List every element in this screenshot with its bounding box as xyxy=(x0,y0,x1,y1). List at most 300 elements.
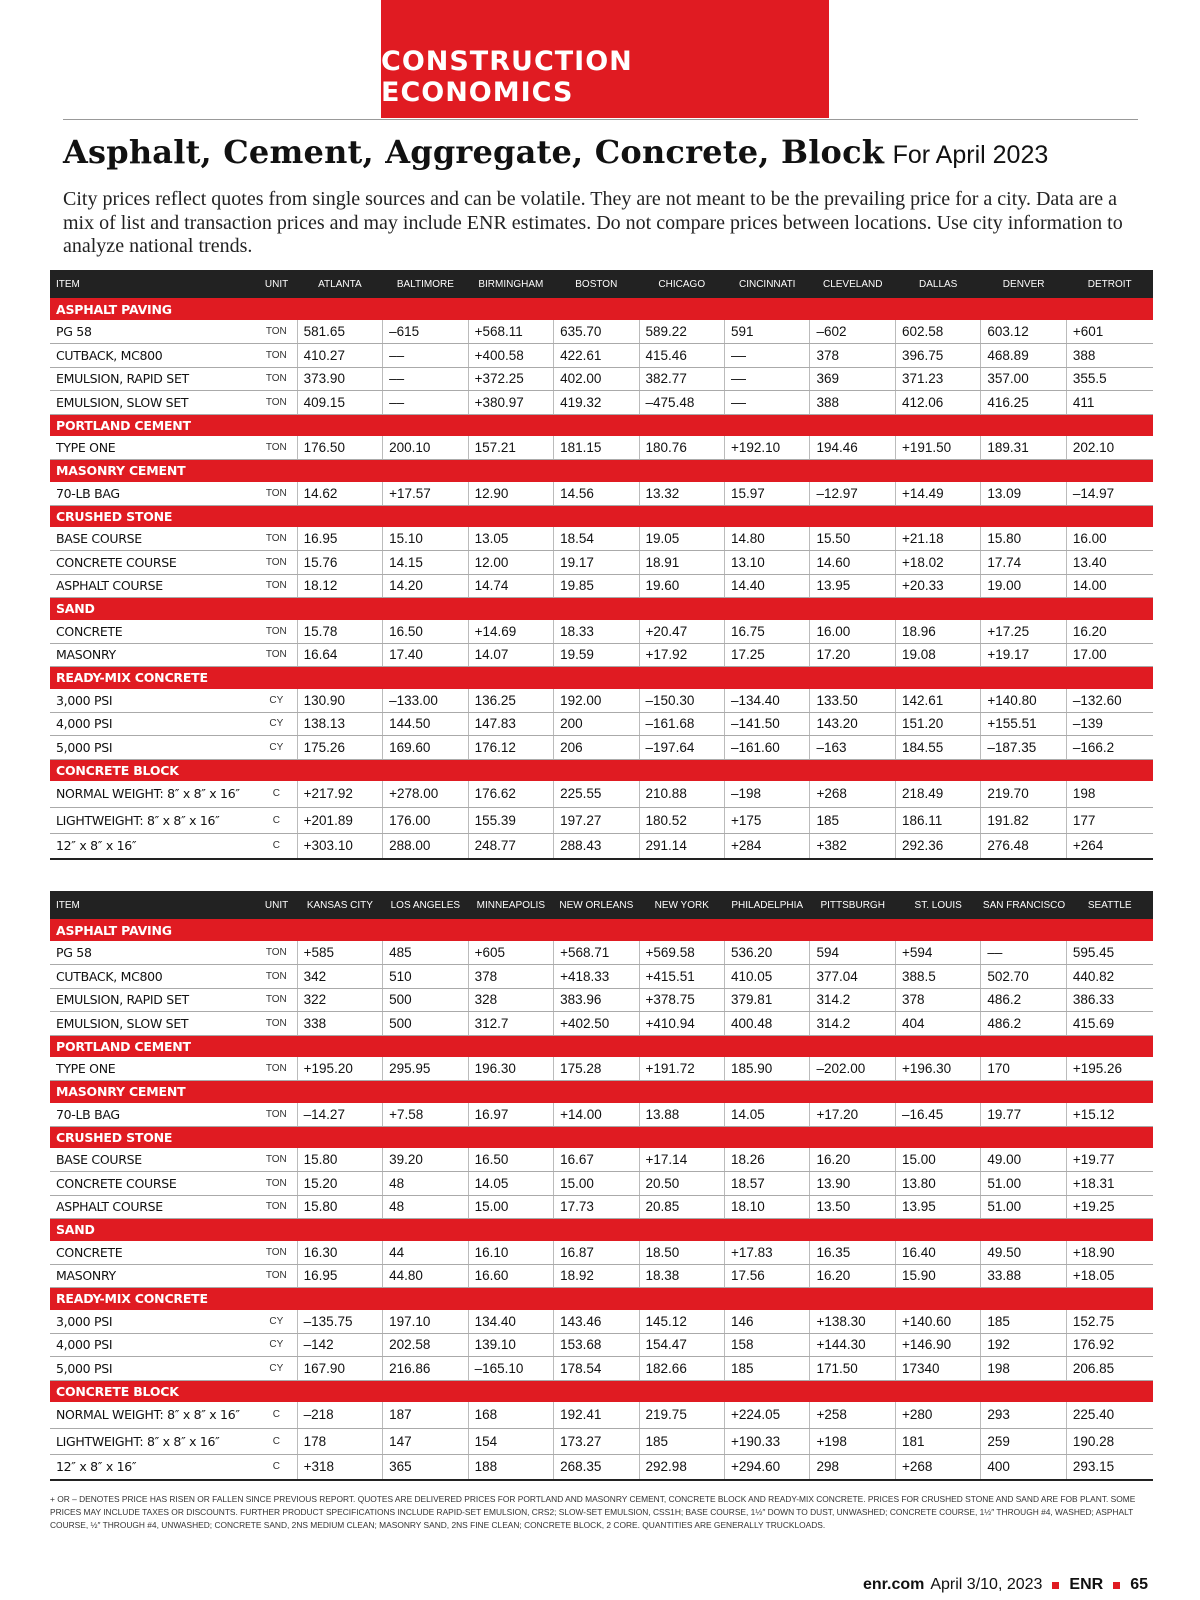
section-title: ASPHALT PAVING xyxy=(50,298,1153,320)
price-cell: +17.57 xyxy=(383,482,468,506)
price-cell: –12.97 xyxy=(810,482,895,506)
price-cell: +294.60 xyxy=(725,1454,810,1480)
price-cell: 377.04 xyxy=(810,965,895,989)
price-cell: +568.11 xyxy=(468,320,553,344)
price-cell: 155.39 xyxy=(468,807,553,833)
section-header-row xyxy=(50,505,1153,527)
price-cell: –133.00 xyxy=(383,689,468,713)
price-cell: –602 xyxy=(810,320,895,344)
price-cell: 292.36 xyxy=(895,833,980,859)
price-cell: +140.80 xyxy=(981,689,1066,713)
item-name: 12″ x 8″ x 16″ xyxy=(50,1454,256,1480)
price-cell: 288.00 xyxy=(383,833,468,859)
price-cell: 378 xyxy=(810,344,895,368)
price-cell: 146 xyxy=(725,1310,810,1334)
price-cell: 12.00 xyxy=(468,551,553,575)
section-banner xyxy=(381,0,829,118)
price-cell: 15.90 xyxy=(895,1264,980,1288)
column-header: PITTSBURGH xyxy=(810,891,895,919)
price-cell: 18.33 xyxy=(554,620,639,644)
price-cell: 19.77 xyxy=(981,1103,1066,1127)
price-cell: 216.86 xyxy=(383,1357,468,1381)
price-cell: +268 xyxy=(895,1454,980,1480)
price-cell: 13.10 xyxy=(725,551,810,575)
title-sub: For April 2023 xyxy=(892,141,1049,169)
item-name: LIGHTWEIGHT: 8″ x 8″ x 16″ xyxy=(50,807,256,833)
price-cell: +191.72 xyxy=(639,1057,724,1081)
price-cell: –218 xyxy=(297,1402,382,1428)
table-row xyxy=(50,436,1153,460)
unit-cell: TON xyxy=(256,1057,297,1081)
price-cell: 49.00 xyxy=(981,1148,1066,1172)
price-cell: 15.20 xyxy=(297,1172,382,1196)
price-cell: 197.10 xyxy=(383,1310,468,1334)
column-header: ATLANTA xyxy=(297,270,382,298)
price-cell: –14.97 xyxy=(1066,482,1153,506)
price-cell: 18.96 xyxy=(895,620,980,644)
section-header-row xyxy=(50,1288,1153,1310)
price-cell: 178.54 xyxy=(554,1357,639,1381)
price-cell: 189.31 xyxy=(981,436,1066,460)
title-main: Asphalt, Cement, Aggregate, Concrete, Block xyxy=(63,133,885,171)
top-rule xyxy=(63,119,1138,120)
price-cell: +318 xyxy=(297,1454,382,1480)
price-cell: 486.2 xyxy=(981,988,1066,1012)
item-name: MASONRY xyxy=(50,1264,256,1288)
unit-cell: CY xyxy=(256,1357,297,1381)
section-title: PORTLAND CEMENT xyxy=(50,1035,1153,1057)
price-cell: 18.26 xyxy=(725,1148,810,1172)
price-cell: 178 xyxy=(297,1428,382,1454)
price-cell: +201.89 xyxy=(297,807,382,833)
price-cell: +7.58 xyxy=(383,1103,468,1127)
price-cell: 185 xyxy=(725,1357,810,1381)
section-title: MASONRY CEMENT xyxy=(50,460,1153,482)
price-cell: 19.00 xyxy=(981,574,1066,598)
price-cell: 19.60 xyxy=(639,574,724,598)
price-cell: 16.50 xyxy=(468,1148,553,1172)
table-header-row xyxy=(50,270,1153,298)
price-cell: 17.40 xyxy=(383,643,468,667)
price-cell: 16.35 xyxy=(810,1241,895,1265)
price-cell: 415.46 xyxy=(639,344,724,368)
price-cell: +140.60 xyxy=(895,1310,980,1334)
price-cell: 14.56 xyxy=(554,482,639,506)
price-cell: +264 xyxy=(1066,833,1153,859)
section-header-row xyxy=(50,919,1153,941)
price-cell: 20.50 xyxy=(639,1172,724,1196)
section-title: READY-MIX CONCRETE xyxy=(50,1288,1153,1310)
unit-cell: TON xyxy=(256,620,297,644)
item-name: BASE COURSE xyxy=(50,527,256,551)
price-cell: 219.70 xyxy=(981,781,1066,807)
price-cell: 175.28 xyxy=(554,1057,639,1081)
price-cell: +192.10 xyxy=(725,436,810,460)
price-cell: +415.51 xyxy=(639,965,724,989)
section-title: SAND xyxy=(50,598,1153,620)
price-cell: 15.00 xyxy=(554,1172,639,1196)
price-cell: 378 xyxy=(895,988,980,1012)
price-cell: –– xyxy=(383,344,468,368)
price-cell: 594 xyxy=(810,941,895,965)
price-cell: 198 xyxy=(981,1357,1066,1381)
price-cell: 15.50 xyxy=(810,527,895,551)
price-cell: 152.75 xyxy=(1066,1310,1153,1334)
table-row xyxy=(50,620,1153,644)
column-header: BIRMINGHAM xyxy=(468,270,553,298)
price-cell: +382 xyxy=(810,833,895,859)
unit-cell: CY xyxy=(256,736,297,760)
price-cell: +21.18 xyxy=(895,527,980,551)
table-row xyxy=(50,643,1153,667)
column-header: CLEVELAND xyxy=(810,270,895,298)
price-cell: 485 xyxy=(383,941,468,965)
price-cell: 194.46 xyxy=(810,436,895,460)
table-row xyxy=(50,1057,1153,1081)
price-cell: +217.92 xyxy=(297,781,382,807)
item-name: EMULSION, RAPID SET xyxy=(50,367,256,391)
table-row xyxy=(50,1402,1153,1428)
price-cell: +18.05 xyxy=(1066,1264,1153,1288)
price-cell: –197.64 xyxy=(639,736,724,760)
price-cell: +410.94 xyxy=(639,1012,724,1036)
table-row xyxy=(50,1428,1153,1454)
price-cell: 176.92 xyxy=(1066,1333,1153,1357)
price-cell: 225.55 xyxy=(554,781,639,807)
price-cell: 206.85 xyxy=(1066,1357,1153,1381)
price-cell: –134.40 xyxy=(725,689,810,713)
price-cell: 15.80 xyxy=(297,1148,382,1172)
price-cell: +380.97 xyxy=(468,391,553,415)
price-cell: 19.17 xyxy=(554,551,639,575)
unit-cell: TON xyxy=(256,320,297,344)
section-title: READY-MIX CONCRETE xyxy=(50,667,1153,689)
price-cell: 18.12 xyxy=(297,574,382,598)
unit-cell: TON xyxy=(256,1148,297,1172)
table-row xyxy=(50,551,1153,575)
price-cell: 292.98 xyxy=(639,1454,724,1480)
price-cell: 422.61 xyxy=(554,344,639,368)
price-cell: 16.30 xyxy=(297,1241,382,1265)
price-cell: 16.67 xyxy=(554,1148,639,1172)
item-name: CONCRETE COURSE xyxy=(50,1172,256,1196)
item-name: 70-LB BAG xyxy=(50,482,256,506)
column-header: NEW YORK xyxy=(639,891,724,919)
price-cell: 153.68 xyxy=(554,1333,639,1357)
price-cell: –14.27 xyxy=(297,1103,382,1127)
price-cell: 16.00 xyxy=(810,620,895,644)
price-cell: –135.75 xyxy=(297,1310,382,1334)
price-cell: 416.25 xyxy=(981,391,1066,415)
unit-cell: TON xyxy=(256,482,297,506)
unit-cell: C xyxy=(256,807,297,833)
item-name: EMULSION, RAPID SET xyxy=(50,988,256,1012)
price-cell: 248.77 xyxy=(468,833,553,859)
unit-cell: TON xyxy=(256,436,297,460)
section-title: PORTLAND CEMENT xyxy=(50,414,1153,436)
price-cell: 591 xyxy=(725,320,810,344)
price-cell: 510 xyxy=(383,965,468,989)
price-cell: 202.10 xyxy=(1066,436,1153,460)
price-cell: 138.13 xyxy=(297,712,382,736)
price-cell: +155.51 xyxy=(981,712,1066,736)
price-cell: 18.54 xyxy=(554,527,639,551)
price-cell: 14.05 xyxy=(468,1172,553,1196)
price-cell: +15.12 xyxy=(1066,1103,1153,1127)
unit-cell: TON xyxy=(256,1264,297,1288)
price-cell: 170 xyxy=(981,1057,1066,1081)
section-header-row xyxy=(50,759,1153,781)
price-cell: –141.50 xyxy=(725,712,810,736)
table-row xyxy=(50,807,1153,833)
table-row xyxy=(50,781,1153,807)
table-row xyxy=(50,1148,1153,1172)
price-cell: +224.05 xyxy=(725,1402,810,1428)
column-header: PHILADELPHIA xyxy=(725,891,810,919)
item-name: CONCRETE xyxy=(50,1241,256,1265)
price-cell: 595.45 xyxy=(1066,941,1153,965)
price-cell: 410.05 xyxy=(725,965,810,989)
price-cell: 602.58 xyxy=(895,320,980,344)
price-cell: 16.60 xyxy=(468,1264,553,1288)
price-cell: +191.50 xyxy=(895,436,980,460)
price-cell: +402.50 xyxy=(554,1012,639,1036)
price-cell: 17.73 xyxy=(554,1195,639,1219)
price-cell: 192.00 xyxy=(554,689,639,713)
price-cell: –– xyxy=(383,391,468,415)
price-cell: 18.91 xyxy=(639,551,724,575)
price-cell: –– xyxy=(383,367,468,391)
price-cell: –– xyxy=(725,344,810,368)
price-cell: 17340 xyxy=(895,1357,980,1381)
price-cell: +378.75 xyxy=(639,988,724,1012)
price-cell: +198 xyxy=(810,1428,895,1454)
price-cell: +280 xyxy=(895,1402,980,1428)
unit-cell: TON xyxy=(256,527,297,551)
price-cell: –– xyxy=(725,367,810,391)
price-cell: 312.7 xyxy=(468,1012,553,1036)
item-name: TYPE ONE xyxy=(50,436,256,460)
price-cell: 500 xyxy=(383,988,468,1012)
item-name: 3,000 PSI xyxy=(50,689,256,713)
section-header-row xyxy=(50,1035,1153,1057)
price-cell: 180.52 xyxy=(639,807,724,833)
price-cell: 342 xyxy=(297,965,382,989)
unit-cell: CY xyxy=(256,712,297,736)
price-cell: –– xyxy=(981,941,1066,965)
price-cell: 185 xyxy=(639,1428,724,1454)
column-header: DENVER xyxy=(981,270,1066,298)
price-cell: 400 xyxy=(981,1454,1066,1480)
price-cell: 143.46 xyxy=(554,1310,639,1334)
price-cell: +14.69 xyxy=(468,620,553,644)
price-cell: 365 xyxy=(383,1454,468,1480)
price-cell: 411 xyxy=(1066,391,1153,415)
price-cell: 16.10 xyxy=(468,1241,553,1265)
price-cell: +18.02 xyxy=(895,551,980,575)
price-cell: 383.96 xyxy=(554,988,639,1012)
price-cell: 168 xyxy=(468,1402,553,1428)
column-header: CHICAGO xyxy=(639,270,724,298)
table-row xyxy=(50,1012,1153,1036)
square-bullet-icon xyxy=(1052,1582,1059,1589)
unit-cell: CY xyxy=(256,1310,297,1334)
section-header-row xyxy=(50,460,1153,482)
price-cell: –166.2 xyxy=(1066,736,1153,760)
price-cell: 176.00 xyxy=(383,807,468,833)
price-cell: 185 xyxy=(810,807,895,833)
price-cell: 379.81 xyxy=(725,988,810,1012)
unit-cell: TON xyxy=(256,965,297,989)
price-cell: 44 xyxy=(383,1241,468,1265)
price-cell: 415.69 xyxy=(1066,1012,1153,1036)
item-name: ASPHALT COURSE xyxy=(50,574,256,598)
price-cell: +20.47 xyxy=(639,620,724,644)
column-header: BOSTON xyxy=(554,270,639,298)
table-row xyxy=(50,712,1153,736)
price-cell: 51.00 xyxy=(981,1195,1066,1219)
section-header-row xyxy=(50,1380,1153,1402)
price-cell: 378 xyxy=(468,965,553,989)
price-cell: 259 xyxy=(981,1428,1066,1454)
unit-cell: TON xyxy=(256,344,297,368)
price-cell: 419.32 xyxy=(554,391,639,415)
price-cell: +190.33 xyxy=(725,1428,810,1454)
price-cell: 16.20 xyxy=(810,1148,895,1172)
table-row xyxy=(50,574,1153,598)
intro-text: City prices reflect quotes from single sources and can be volatile. They are not meant to be the prevailing price for a city. Data are a mix of list and transaction prices and may include ENR estimates. Do not compare prices between locations. Use city information to analyze national trends. xyxy=(63,188,1123,257)
price-cell: 402.00 xyxy=(554,367,639,391)
price-cell: 355.5 xyxy=(1066,367,1153,391)
price-cell: 486.2 xyxy=(981,1012,1066,1036)
price-cell: –132.60 xyxy=(1066,689,1153,713)
price-cell: 400.48 xyxy=(725,1012,810,1036)
item-name: ASPHALT COURSE xyxy=(50,1195,256,1219)
price-cell: 198 xyxy=(1066,781,1153,807)
price-cell: 404 xyxy=(895,1012,980,1036)
price-cell: 298 xyxy=(810,1454,895,1480)
table-row xyxy=(50,833,1153,859)
price-cell: 188 xyxy=(468,1454,553,1480)
price-cell: –198 xyxy=(725,781,810,807)
price-cell: 184.55 xyxy=(895,736,980,760)
price-cell: 181.15 xyxy=(554,436,639,460)
price-cell: –16.45 xyxy=(895,1103,980,1127)
section-header-row xyxy=(50,1219,1153,1241)
price-cell: 14.20 xyxy=(383,574,468,598)
table-row xyxy=(50,367,1153,391)
price-cell: 16.97 xyxy=(468,1103,553,1127)
price-cell: 16.00 xyxy=(1066,527,1153,551)
price-cell: 268.35 xyxy=(554,1454,639,1480)
price-cell: 154 xyxy=(468,1428,553,1454)
section-title: SAND xyxy=(50,1219,1153,1241)
price-cell: 182.66 xyxy=(639,1357,724,1381)
unit-cell: TON xyxy=(256,1012,297,1036)
price-cell: 328 xyxy=(468,988,553,1012)
price-cell: 177 xyxy=(1066,807,1153,833)
column-header: SAN FRANCISCO xyxy=(981,891,1066,919)
price-cell: 15.97 xyxy=(725,482,810,506)
price-cell: +418.33 xyxy=(554,965,639,989)
item-name: EMULSION, SLOW SET xyxy=(50,1012,256,1036)
price-cell: 200.10 xyxy=(383,436,468,460)
column-header: MINNEAPOLIS xyxy=(468,891,553,919)
price-cell: 175.26 xyxy=(297,736,382,760)
price-cell: 13.05 xyxy=(468,527,553,551)
price-cell: 185.90 xyxy=(725,1057,810,1081)
price-cell: 19.85 xyxy=(554,574,639,598)
unit-cell: CY xyxy=(256,689,297,713)
price-cell: –615 xyxy=(383,320,468,344)
table-row xyxy=(50,1103,1153,1127)
column-header: NEW ORLEANS xyxy=(554,891,639,919)
price-cell: +17.92 xyxy=(639,643,724,667)
section-header-row xyxy=(50,667,1153,689)
unit-cell: TON xyxy=(256,1195,297,1219)
price-cell: +278.00 xyxy=(383,781,468,807)
price-cell: 169.60 xyxy=(383,736,468,760)
price-cell: 293.15 xyxy=(1066,1454,1153,1480)
table-row xyxy=(50,344,1153,368)
price-cell: 17.25 xyxy=(725,643,810,667)
price-cell: +20.33 xyxy=(895,574,980,598)
item-name: LIGHTWEIGHT: 8″ x 8″ x 16″ xyxy=(50,1428,256,1454)
price-cell: 14.07 xyxy=(468,643,553,667)
section-title: CRUSHED STONE xyxy=(50,1126,1153,1148)
price-cell: +17.83 xyxy=(725,1241,810,1265)
price-cell: 173.27 xyxy=(554,1428,639,1454)
price-cell: +258 xyxy=(810,1402,895,1428)
unit-cell: TON xyxy=(256,551,297,575)
table-row xyxy=(50,391,1153,415)
price-cell: 288.43 xyxy=(554,833,639,859)
price-cell: 16.40 xyxy=(895,1241,980,1265)
price-cell: +195.26 xyxy=(1066,1057,1153,1081)
price-cell: +19.17 xyxy=(981,643,1066,667)
column-header: UNIT xyxy=(256,891,297,919)
table-row xyxy=(50,965,1153,989)
price-cell: 276.48 xyxy=(981,833,1066,859)
price-cell: +569.58 xyxy=(639,941,724,965)
price-cell: 17.56 xyxy=(725,1264,810,1288)
price-cell: 19.59 xyxy=(554,643,639,667)
column-header: ST. LOUIS xyxy=(895,891,980,919)
item-name: CUTBACK, MC800 xyxy=(50,344,256,368)
item-name: 70-LB BAG xyxy=(50,1103,256,1127)
item-name: 5,000 PSI xyxy=(50,736,256,760)
price-cell: 44.80 xyxy=(383,1264,468,1288)
section-header-row xyxy=(50,1126,1153,1148)
price-cell: 589.22 xyxy=(639,320,724,344)
price-cell: 388.5 xyxy=(895,965,980,989)
price-cell: 33.88 xyxy=(981,1264,1066,1288)
price-cell: 176.12 xyxy=(468,736,553,760)
price-cell: 314.2 xyxy=(810,1012,895,1036)
price-cell: 151.20 xyxy=(895,712,980,736)
price-cell: 185 xyxy=(981,1310,1066,1334)
price-cell: –142 xyxy=(297,1333,382,1357)
price-cell: 158 xyxy=(725,1333,810,1357)
price-cell: +195.20 xyxy=(297,1057,382,1081)
price-cell: 13.88 xyxy=(639,1103,724,1127)
item-name: BASE COURSE xyxy=(50,1148,256,1172)
column-header: UNIT xyxy=(256,270,297,298)
price-cell: 49.50 xyxy=(981,1241,1066,1265)
price-cell: +14.00 xyxy=(554,1103,639,1127)
table-row xyxy=(50,1264,1153,1288)
unit-cell: C xyxy=(256,1428,297,1454)
